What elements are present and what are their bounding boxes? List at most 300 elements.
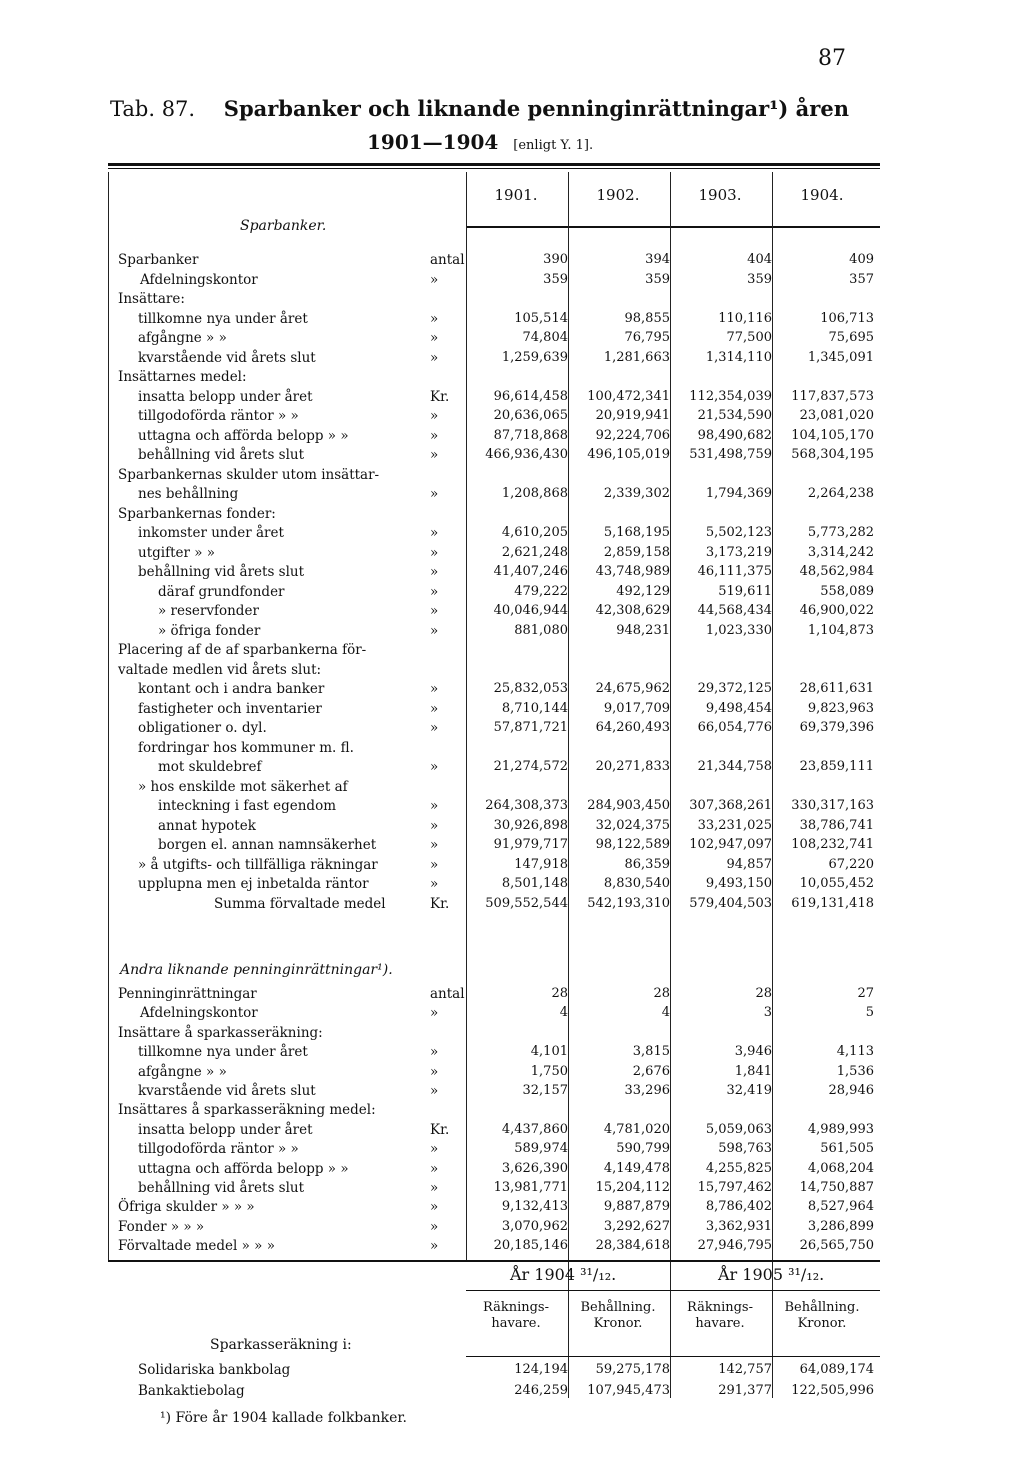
row-value: 67,220 <box>828 856 874 872</box>
row-label: Insättares å sparkasseräkning medel: <box>118 1102 376 1119</box>
row-unit: » <box>430 564 439 580</box>
row-unit: » <box>430 1238 439 1255</box>
row-label: behållning vid årets slut <box>138 564 305 580</box>
table-row <box>0 623 1024 641</box>
row-value: 466,936,430 <box>485 447 568 462</box>
row-value: 44,568,434 <box>697 603 772 618</box>
table-row <box>0 1044 1024 1062</box>
row-value: 2,621,248 <box>501 544 568 560</box>
row-value: 94,857 <box>726 856 772 872</box>
row-value: 77,500 <box>726 330 772 345</box>
row-value: 21,344,758 <box>697 759 772 774</box>
row-value: 20,185,146 <box>493 1238 568 1254</box>
row-value: 41,407,246 <box>493 564 568 579</box>
table-row <box>0 662 1024 680</box>
row-value: 48,562,984 <box>799 564 874 579</box>
row-label: » reservfonder <box>158 603 259 619</box>
col-header-behallning-1905: Behållning. Kronor. <box>784 1300 860 1331</box>
row-value: 112,354,039 <box>689 388 772 404</box>
table-row <box>0 1362 1024 1380</box>
row-value: 28 <box>551 986 568 1001</box>
year-header-1904: 1904. <box>800 186 844 204</box>
row-value: 69,379,396 <box>799 720 874 735</box>
section3-rule <box>108 1260 880 1262</box>
row-value: 100,472,341 <box>587 388 670 404</box>
table-row <box>0 1025 1024 1043</box>
row-value: 96,614,458 <box>493 388 568 404</box>
table-row <box>0 857 1024 875</box>
row-value: 142,757 <box>718 1362 772 1377</box>
header-rule <box>466 226 880 228</box>
row-value: 9,823,963 <box>807 700 874 716</box>
row-unit: » <box>430 876 439 892</box>
row-label: Sparbanker <box>118 252 199 268</box>
row-label: fordringar hos kommuner m. fl. <box>138 739 354 756</box>
row-unit: » <box>430 681 439 697</box>
page-number: 87 <box>818 46 846 71</box>
row-value: 32,024,375 <box>595 817 670 833</box>
row-value: 3,626,390 <box>501 1160 568 1176</box>
table-number: Tab. 87. <box>110 97 196 121</box>
row-unit: » <box>430 1199 439 1216</box>
row-unit: » <box>430 408 439 424</box>
row-unit: » <box>430 447 439 463</box>
row-label: tillgodoförda räntor » » <box>138 408 299 424</box>
row-value: 87,718,868 <box>493 427 568 443</box>
row-unit: » <box>430 603 439 619</box>
row-value: 542,193,310 <box>587 895 670 911</box>
row-label: annat hypotek <box>158 817 256 834</box>
row-value: 1,208,868 <box>501 486 568 501</box>
row-unit: » <box>430 1160 439 1177</box>
row-value: 20,919,941 <box>595 408 670 423</box>
row-value: 3,070,962 <box>501 1218 568 1234</box>
row-value: 1,023,330 <box>705 622 772 638</box>
row-value: 28 <box>653 986 670 1001</box>
row-value: 122,505,996 <box>791 1383 874 1398</box>
table-row <box>0 1083 1024 1101</box>
row-value: 8,527,964 <box>807 1199 874 1215</box>
row-unit: » <box>430 310 439 327</box>
row-unit: antal <box>430 986 465 1002</box>
row-value: 33,231,025 <box>697 817 772 833</box>
row-label: borgen el. annan namnsäkerhet <box>158 837 377 853</box>
row-value: 330,317,163 <box>791 798 874 813</box>
row-label: Fonder » » » <box>118 1218 205 1235</box>
row-value: 98,490,682 <box>697 427 772 443</box>
row-label: behållning vid årets slut <box>138 1180 305 1196</box>
row-value: 404 <box>747 252 772 267</box>
row-value: 66,054,776 <box>697 720 772 735</box>
row-value: 86,359 <box>624 856 670 872</box>
row-unit: » <box>430 1083 439 1099</box>
row-unit: antal <box>430 252 465 268</box>
row-value: 357 <box>849 271 874 287</box>
table-row <box>0 1122 1024 1140</box>
col-header-behallning-1904: Behållning. Kronor. <box>580 1300 656 1331</box>
row-value: 359 <box>747 271 772 287</box>
row-value: 359 <box>543 271 568 287</box>
row-value: 29,372,125 <box>697 681 772 696</box>
row-unit: » <box>430 817 439 834</box>
row-label: Sparbankernas skulder utom insättar- <box>118 466 380 483</box>
row-label: utgifter » » <box>138 544 216 561</box>
row-unit: » <box>430 349 439 366</box>
year-header-1901: 1901. <box>494 186 538 204</box>
row-value: 28,384,618 <box>595 1238 670 1254</box>
row-label: » öfriga fonder <box>158 622 261 639</box>
row-label: Bankaktiebolag <box>138 1383 245 1399</box>
row-value: 102,947,097 <box>689 837 772 852</box>
row-value: 881,080 <box>514 622 568 638</box>
row-value: 28,611,631 <box>799 681 874 696</box>
row-value: 98,122,589 <box>595 837 670 852</box>
row-unit: » <box>430 583 439 600</box>
row-value: 568,304,195 <box>791 447 874 462</box>
row-value: 2,859,158 <box>603 544 670 560</box>
row-value: 1,750 <box>530 1063 568 1079</box>
row-label: Förvaltade medel » » » <box>118 1238 275 1255</box>
row-value: 307,368,261 <box>689 798 772 813</box>
row-value: 359 <box>645 271 670 287</box>
row-value: 1,794,369 <box>705 486 772 501</box>
row-value: 24,675,962 <box>595 681 670 696</box>
row-unit: » <box>430 330 439 346</box>
row-value: 3,815 <box>632 1044 670 1060</box>
row-value: 10,055,452 <box>799 876 874 891</box>
row-value: 264,308,373 <box>485 798 568 813</box>
table-row <box>0 779 1024 797</box>
table-row <box>0 584 1024 602</box>
row-value: 4,610,205 <box>501 525 568 540</box>
year-header-1904-31-12: År 1904 ³¹/₁₂. <box>510 1265 617 1284</box>
row-label: inkomster under året <box>138 525 284 541</box>
row-value: 92,224,706 <box>595 427 670 443</box>
row-value: 531,498,759 <box>689 447 772 462</box>
table-title-main: Sparbanker och liknande penninginrättningar¹) åren <box>223 96 849 121</box>
row-value: 590,799 <box>616 1141 670 1157</box>
row-value: 28,946 <box>828 1083 874 1098</box>
row-value: 8,501,148 <box>501 876 568 891</box>
row-value: 492,129 <box>616 583 670 599</box>
row-value: 91,979,717 <box>493 837 568 852</box>
row-value: 619,131,418 <box>791 895 874 911</box>
table-row <box>0 486 1024 504</box>
row-value: 46,900,022 <box>799 603 874 618</box>
row-unit: Kr. <box>430 895 450 912</box>
row-value: 23,081,020 <box>799 408 874 423</box>
row-value: 390 <box>543 252 568 267</box>
row-value: 1,345,091 <box>807 349 874 365</box>
row-unit: » <box>430 271 439 288</box>
row-label: Insättare: <box>118 291 185 307</box>
row-value: 558,089 <box>820 583 874 599</box>
row-value: 43,748,989 <box>595 564 670 579</box>
table-row <box>0 408 1024 426</box>
table-row <box>0 350 1024 368</box>
row-label: nes behållning <box>138 486 239 502</box>
table-row <box>0 330 1024 348</box>
row-value: 20,636,065 <box>493 408 568 423</box>
table-row <box>0 1383 1024 1401</box>
table-row <box>0 291 1024 309</box>
row-value: 107,945,473 <box>587 1383 670 1398</box>
row-value: 38,786,741 <box>799 817 874 833</box>
top-rule <box>108 163 880 166</box>
row-value: 589,974 <box>514 1141 568 1157</box>
row-label: Placering af de af sparbankerna för- <box>118 642 367 658</box>
year-header-1905-31-12: År 1905 ³¹/₁₂. <box>718 1265 825 1284</box>
table-row <box>0 701 1024 719</box>
footnote: ¹) Före år 1904 kallade folkbanker. <box>160 1410 407 1426</box>
table-row <box>0 1199 1024 1217</box>
row-value: 9,498,454 <box>705 700 772 716</box>
row-value: 9,132,413 <box>501 1199 568 1215</box>
row-value: 4,101 <box>530 1044 568 1060</box>
row-label: inteckning i fast egendom <box>158 798 336 814</box>
table-row <box>0 876 1024 894</box>
row-value: 27 <box>857 986 874 1001</box>
row-value: 59,275,178 <box>595 1362 670 1377</box>
table-row <box>0 818 1024 836</box>
row-unit: » <box>430 427 439 444</box>
row-label: Sparbankernas fonder: <box>118 505 276 522</box>
row-value: 15,797,462 <box>697 1180 772 1195</box>
row-value: 4,149,478 <box>603 1160 670 1176</box>
table-row <box>0 506 1024 524</box>
row-value: 394 <box>645 252 670 267</box>
row-unit: » <box>430 486 439 502</box>
row-value: 74,804 <box>522 330 568 345</box>
row-value: 5,773,282 <box>807 525 874 540</box>
row-value: 3,286,899 <box>807 1218 874 1234</box>
year-header-1902: 1902. <box>596 186 640 204</box>
row-unit: » <box>430 1180 439 1196</box>
row-value: 519,611 <box>718 583 772 599</box>
row-value: 2,676 <box>632 1063 670 1079</box>
row-value: 948,231 <box>616 622 670 638</box>
row-unit: » <box>430 856 439 873</box>
row-label: valtade medlen vid årets slut: <box>118 661 322 678</box>
row-label: afgångne » » <box>138 330 227 346</box>
row-label: Solidariska bankbolag <box>138 1362 291 1378</box>
row-unit: » <box>430 1005 439 1022</box>
row-value: 5 <box>865 1005 874 1021</box>
subheader-rule-2 <box>466 1356 880 1357</box>
row-value: 509,552,544 <box>485 895 568 911</box>
subheader-rule <box>466 1290 880 1291</box>
section-heading-andra: Andra liknande penninginrättningar¹). <box>120 962 393 978</box>
table-row <box>0 1102 1024 1120</box>
row-label: insatta belopp under året <box>138 388 313 405</box>
table-row <box>0 252 1024 270</box>
row-label: kvarstående vid årets slut <box>138 1083 316 1099</box>
year-header-1903: 1903. <box>698 186 742 204</box>
table-row <box>0 720 1024 738</box>
row-unit: » <box>430 544 439 561</box>
row-value: 25,832,053 <box>493 681 568 696</box>
table-row <box>0 837 1024 855</box>
section-heading-sparbanker: Sparbanker. <box>240 218 327 234</box>
row-value: 3 <box>763 1005 772 1021</box>
table-row <box>0 369 1024 387</box>
table-row <box>0 1180 1024 1198</box>
row-value: 75,695 <box>828 330 874 345</box>
table-row <box>0 740 1024 758</box>
table-row <box>0 798 1024 816</box>
row-value: 40,046,944 <box>493 603 568 618</box>
row-unit: » <box>430 1044 439 1061</box>
row-label: tillkomne nya under året <box>138 310 308 327</box>
row-value: 3,362,931 <box>705 1218 772 1234</box>
row-unit: » <box>430 759 439 775</box>
row-value: 26,565,750 <box>799 1238 874 1254</box>
row-label: tillkomne nya under året <box>138 1044 308 1061</box>
table-row <box>0 1141 1024 1159</box>
row-value: 2,339,302 <box>603 486 670 501</box>
row-unit: » <box>430 837 439 853</box>
row-value: 4 <box>559 1005 568 1021</box>
section-heading-sparkasserakning: Sparkasseräkning i: <box>210 1337 352 1353</box>
table-row <box>0 525 1024 543</box>
row-value: 4,989,993 <box>807 1121 874 1137</box>
row-value: 291,377 <box>718 1383 772 1398</box>
row-value: 598,763 <box>718 1141 772 1157</box>
row-unit: » <box>430 1218 439 1235</box>
table-row <box>0 467 1024 485</box>
row-label: Summa förvaltade medel <box>214 895 386 912</box>
row-value: 64,089,174 <box>799 1362 874 1377</box>
row-value: 23,859,111 <box>799 759 874 774</box>
table-row <box>0 986 1024 1004</box>
row-value: 409 <box>849 252 874 267</box>
table-row <box>0 428 1024 446</box>
row-unit: » <box>430 720 439 736</box>
row-value: 1,314,110 <box>705 349 772 365</box>
table-row <box>0 896 1024 914</box>
table-row <box>0 603 1024 621</box>
row-value: 3,946 <box>734 1044 772 1060</box>
row-value: 8,786,402 <box>705 1199 772 1215</box>
table-row <box>0 759 1024 777</box>
row-unit: » <box>430 1063 439 1080</box>
row-value: 496,105,019 <box>587 447 670 462</box>
row-value: 5,168,195 <box>603 525 670 540</box>
row-label: däraf grundfonder <box>158 583 285 600</box>
table-row <box>0 1219 1024 1237</box>
row-label: kontant och i andra banker <box>138 681 325 697</box>
row-value: 27,946,795 <box>697 1238 772 1254</box>
row-label: tillgodoförda räntor » » <box>138 1141 299 1158</box>
row-value: 9,887,879 <box>603 1199 670 1215</box>
row-value: 4,113 <box>836 1044 874 1060</box>
row-value: 9,493,150 <box>705 876 772 891</box>
row-label: Afdelningskontor <box>140 1005 258 1022</box>
row-label: uttagna och afförda belopp » » <box>138 1160 349 1177</box>
col-header-rakningshavare-1905: Räknings-havare. <box>686 1300 753 1331</box>
row-label: obligationer o. dyl. <box>138 720 267 736</box>
row-value: 30,926,898 <box>493 817 568 833</box>
row-value: 105,514 <box>514 310 568 326</box>
row-value: 13,981,771 <box>493 1180 568 1195</box>
row-value: 104,105,170 <box>791 427 874 443</box>
table-row <box>0 564 1024 582</box>
row-value: 1,104,873 <box>807 622 874 638</box>
row-value: 5,502,123 <box>705 525 772 540</box>
row-unit: » <box>430 1141 439 1158</box>
table-source: [enligt Y. 1]. <box>513 138 594 153</box>
row-label: Insättare å sparkasseräkning: <box>118 1024 323 1041</box>
row-value: 64,260,493 <box>595 720 670 735</box>
row-value: 2,264,238 <box>807 486 874 501</box>
row-value: 9,017,709 <box>603 700 670 716</box>
top-rule-thin <box>108 168 880 169</box>
row-label: uttagna och afförda belopp » » <box>138 427 349 444</box>
row-label: fastigheter och inventarier <box>138 700 322 717</box>
table-row <box>0 1238 1024 1256</box>
row-value: 4 <box>661 1005 670 1021</box>
table-row <box>0 545 1024 563</box>
row-value: 246,259 <box>514 1383 568 1398</box>
table-row <box>0 681 1024 699</box>
table-row <box>0 1161 1024 1179</box>
row-label: behållning vid årets slut <box>138 447 305 463</box>
row-unit: » <box>430 525 439 541</box>
row-value: 15,204,112 <box>595 1180 670 1195</box>
row-value: 8,830,540 <box>603 876 670 891</box>
row-value: 5,059,063 <box>705 1121 772 1137</box>
table-row <box>0 1005 1024 1023</box>
row-value: 14,750,887 <box>799 1180 874 1195</box>
row-value: 76,795 <box>624 330 670 345</box>
row-value: 4,255,825 <box>705 1160 772 1176</box>
row-value: 117,837,573 <box>791 388 874 404</box>
row-value: 108,232,741 <box>791 837 874 852</box>
row-value: 4,068,204 <box>807 1160 874 1176</box>
table-row <box>0 272 1024 290</box>
table-row <box>0 1064 1024 1082</box>
row-value: 1,841 <box>734 1063 772 1079</box>
table-row <box>0 447 1024 465</box>
row-value: 46,111,375 <box>697 564 772 579</box>
row-value: 579,404,503 <box>689 895 772 911</box>
row-value: 8,710,144 <box>501 700 568 716</box>
row-label: » hos enskilde mot säkerhet af <box>138 778 348 795</box>
row-value: 284,903,450 <box>587 798 670 813</box>
row-value: 3,314,242 <box>807 544 874 560</box>
row-value: 32,419 <box>726 1083 772 1098</box>
row-label: kvarstående vid årets slut <box>138 349 316 366</box>
row-label: insatta belopp under året <box>138 1121 313 1138</box>
row-unit: Kr. <box>430 1121 450 1138</box>
row-value: 4,781,020 <box>603 1121 670 1137</box>
row-value: 20,271,833 <box>595 759 670 774</box>
row-unit: » <box>430 700 439 717</box>
row-value: 110,116 <box>718 310 772 326</box>
row-value: 42,308,629 <box>595 603 670 618</box>
row-value: 32,157 <box>522 1083 568 1098</box>
row-value: 561,505 <box>820 1141 874 1157</box>
col-header-rakningshavare-1904: Räknings-havare. <box>482 1300 549 1331</box>
table-row <box>0 311 1024 329</box>
row-value: 98,855 <box>624 310 670 326</box>
row-unit: Kr. <box>430 388 450 405</box>
row-label: Penninginrättningar <box>118 986 257 1002</box>
table-title <box>110 96 849 121</box>
table-years: 1901—1904 <box>367 130 499 154</box>
row-label: afgångne » » <box>138 1063 227 1080</box>
row-value: 21,274,572 <box>493 759 568 774</box>
